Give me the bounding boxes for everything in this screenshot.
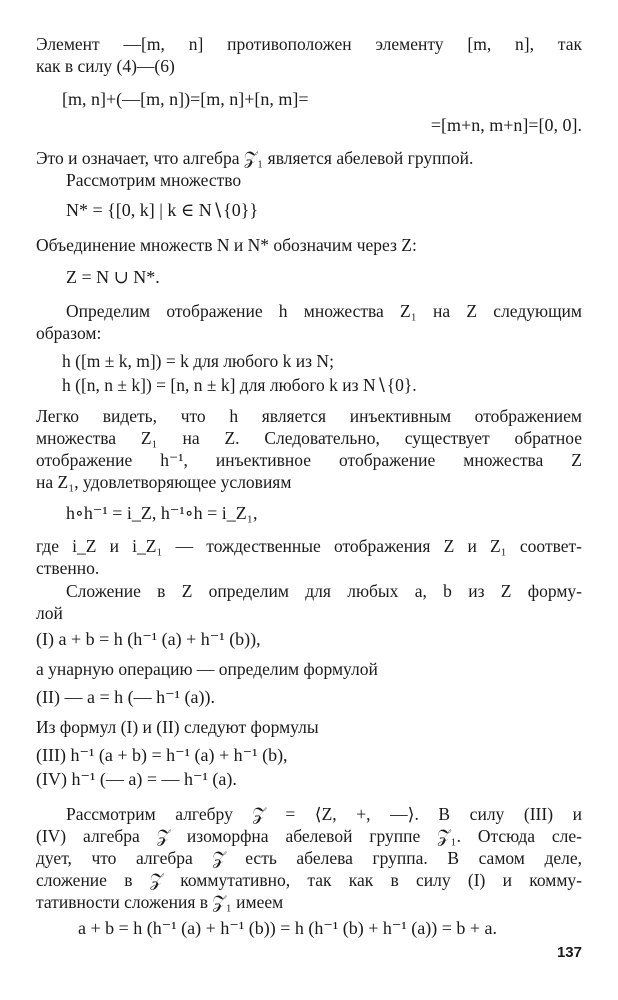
formula-line: h∘h⁻¹ = i_Z, h⁻¹∘h = i_Z₁,	[66, 503, 258, 523]
text-line: Элемент —[m, n] противоположен элементу [m, n], так	[36, 34, 582, 54]
text-line: как в силу (4)—(6)	[36, 56, 175, 76]
text-line: (IV) алгебра 𝒵 изоморфна абелевой группе 𝒵₁. Отсюда сле-	[36, 826, 582, 846]
text-line: Объединение множеств N и N* обозначим через Z:	[36, 235, 417, 255]
text-line: на Z₁, удовлетворяющее условиям	[36, 472, 292, 492]
text-line: Это и означает, что алгебра 𝒵₁ является абелевой группой.	[36, 148, 474, 168]
text-line: множества Z₁ на Z. Следовательно, существует обратное	[36, 428, 582, 448]
text-line: тативности сложения в 𝒵₁ имеем	[36, 892, 284, 912]
formula-line: h ([n, n ± k]) = [n, n ± k] для любого k из N∖{0}.	[62, 375, 417, 395]
text-line: Определим отображение h множества Z₁ на Z следующим	[66, 301, 582, 321]
text-line: лой	[36, 603, 63, 623]
formula-line: (I) a + b = h (h⁻¹ (a) + h⁻¹ (b)),	[36, 629, 261, 649]
formula-line: a + b = h (h⁻¹ (a) + h⁻¹ (b)) = h (h⁻¹ (b) + h⁻¹ (a)) = b + a.	[78, 918, 498, 938]
text-line: Рассмотрим алгебру 𝒵 = ⟨Z, +, —⟩. В силу (III) и	[66, 804, 582, 824]
text-line: а унарную операцию — определим формулой	[36, 659, 378, 679]
text-line: ственно.	[36, 558, 100, 578]
text-line: дует, что алгебра 𝒵 есть абелева группа. В самом деле,	[36, 848, 582, 868]
page-number: 137	[556, 944, 582, 961]
text-line: Легко видеть, что h является инъективным отображением	[36, 406, 582, 426]
formula-line: Z = N ∪ N*.	[66, 267, 160, 287]
text-line: Из формул (I) и (II) следуют формулы	[36, 717, 319, 737]
formula-line: =[m+n, m+n]=[0, 0].	[430, 115, 582, 135]
formula-line: (II) — a = h (— h⁻¹ (a)).	[36, 687, 215, 707]
text-line: отображение h⁻¹, инъективное отображение множества Z	[36, 450, 582, 470]
text-line: где i_Z и i_Z₁ — тождественные отображения Z и Z₁ соответ-	[36, 536, 582, 556]
formula-line: N* = {[0, k] | k ∈ N∖{0}}	[66, 200, 259, 220]
formula-line: (III) h⁻¹ (a + b) = h⁻¹ (a) + h⁻¹ (b),	[36, 745, 288, 765]
text-line: Рассмотрим множество	[66, 170, 242, 190]
formula-line: (IV) h⁻¹ (— a) = — h⁻¹ (a).	[36, 769, 237, 789]
text-line: Сложение в Z определим для любых a, b из Z форму-	[66, 581, 582, 601]
formula-line: h ([m ± k, m]) = k для любого k из N;	[62, 351, 334, 371]
text-line: сложение в 𝒵 коммутативно, так как в силу (I) и комму-	[36, 870, 582, 890]
formula-line: [m, n]+(—[m, n])=[m, n]+[n, m]=	[62, 89, 309, 109]
text-line: образом:	[36, 323, 102, 343]
